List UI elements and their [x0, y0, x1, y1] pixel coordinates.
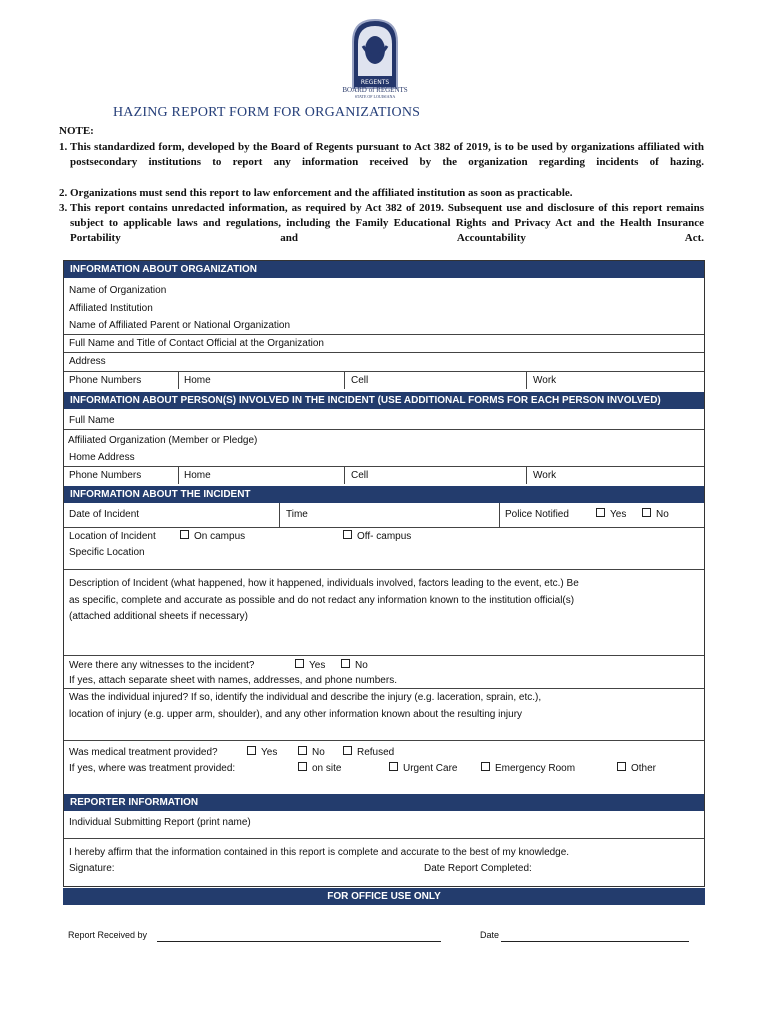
office-use-header: FOR OFFICE USE ONLY — [63, 888, 705, 905]
org-name-field[interactable]: Name of Organization — [69, 285, 167, 296]
note-heading: NOTE: — [59, 125, 94, 137]
medical-refused-checkbox[interactable] — [343, 746, 352, 755]
person-work-phone-field[interactable]: Work — [533, 470, 557, 481]
person-home-address-field[interactable]: Home Address — [69, 452, 135, 463]
description-line-3: (attached additional sheets if necessary) — [69, 611, 248, 622]
medical-no-option[interactable]: No — [298, 746, 325, 759]
medical-yes-option[interactable]: Yes — [247, 746, 277, 759]
incident-date-field[interactable]: Date of Incident — [69, 509, 140, 520]
medical-no-checkbox[interactable] — [298, 746, 307, 755]
witness-note: If yes, attach separate sheet with names, addresses, and phone numbers. — [69, 675, 397, 686]
medical-refused-option[interactable]: Refused — [343, 746, 394, 759]
on-campus-checkbox[interactable] — [180, 530, 189, 539]
logo-state-text: STATE OF LOUISIANA — [354, 94, 396, 99]
org-cell-phone-field[interactable]: Cell — [351, 375, 369, 386]
medical-question: Was medical treatment provided? — [69, 747, 218, 758]
off-campus-checkbox[interactable] — [343, 530, 352, 539]
note-item-3: 3. This report contains unredacted information, as required by Act 382 of 2019. Subsequent use and disclosure of this report remains subject to applicable laws and regulations, including the Family Educational Rights and Privacy Act and the Health Insurance Portability and Accountability Act. — [59, 202, 704, 245]
witness-question: Were there any witnesses to the incident? — [69, 660, 255, 671]
logo-regents-text: REGENTS — [360, 79, 390, 86]
description-line-2: as specific, complete and accurate as possible and do not redact any information known to the institution official(s) — [69, 595, 575, 606]
office-date-line[interactable] — [501, 941, 689, 942]
report-received-line[interactable] — [157, 941, 441, 942]
org-work-phone-field[interactable]: Work — [533, 375, 557, 386]
police-no-option[interactable]: No — [642, 508, 669, 521]
on-site-option[interactable]: on site — [298, 762, 341, 775]
reporter-section-header: REPORTER INFORMATION — [64, 794, 704, 811]
police-yes-option[interactable]: Yes — [596, 508, 626, 521]
police-yes-checkbox[interactable] — [596, 508, 605, 517]
location-label: Location of Incident — [69, 531, 156, 542]
person-phone-label: Phone Numbers — [69, 470, 142, 481]
person-full-name-field[interactable]: Full Name — [69, 415, 115, 426]
logo-caption — [330, 86, 420, 99]
injury-line-1: Was the individual injured? If so, identify the individual and describe the injury (e.g. laceration, sprain, etc.), — [69, 692, 542, 703]
signature-field[interactable]: Signature: — [69, 863, 115, 874]
off-campus-option[interactable]: Off- campus — [343, 530, 411, 543]
form-title: HAZING REPORT FORM FOR ORGANIZATIONS — [113, 105, 421, 120]
affiliated-institution-field[interactable]: Affiliated Institution — [69, 303, 153, 314]
org-address-field[interactable]: Address — [69, 356, 106, 367]
contact-official-field[interactable]: Full Name and Title of Contact Official at the Organization — [69, 338, 324, 349]
submitter-name-field[interactable]: Individual Submitting Report (print name) — [69, 817, 251, 828]
injury-line-2: location of injury (e.g. upper arm, shoulder), and any other information known about the resulting injury — [69, 709, 523, 720]
witness-yes-checkbox[interactable] — [295, 659, 304, 668]
emergency-room-checkbox[interactable] — [481, 762, 490, 771]
on-site-checkbox[interactable] — [298, 762, 307, 771]
office-date-label: Date — [480, 930, 500, 940]
logo-board-text: BOARD of REGENTS — [342, 86, 408, 94]
org-home-phone-field[interactable]: Home — [184, 375, 211, 386]
note-item-1: 1. This standardized form, developed by the Board of Regents pursuant to Act 382 of 2019, is to be used by organizations affiliated with postsecondary institutions to report any information received by the organization regarding incidents of hazing. — [59, 141, 704, 169]
description-line-1: Description of Incident (what happened, how it happened, individuals involved, factors leading to the event, etc.) Be — [69, 578, 579, 589]
report-received-label: Report Received by — [68, 930, 148, 940]
date-completed-field[interactable]: Date Report Completed: — [424, 863, 532, 874]
parent-organization-field[interactable]: Name of Affiliated Parent or National Organization — [69, 320, 291, 331]
incident-section-header: INFORMATION ABOUT THE INCIDENT — [64, 486, 704, 503]
police-no-checkbox[interactable] — [642, 508, 651, 517]
urgent-care-option[interactable]: Urgent Care — [389, 762, 457, 775]
medical-yes-checkbox[interactable] — [247, 746, 256, 755]
other-option[interactable]: Other — [617, 762, 656, 775]
person-cell-phone-field[interactable]: Cell — [351, 470, 369, 481]
on-campus-option[interactable]: On campus — [180, 530, 245, 543]
org-section-header: INFORMATION ABOUT ORGANIZATION — [64, 261, 704, 278]
witness-no-option[interactable]: No — [341, 659, 368, 672]
specific-location-field[interactable]: Specific Location — [69, 547, 145, 558]
person-affiliation-field[interactable]: Affiliated Organization (Member or Pledge) — [68, 435, 258, 446]
affirmation-text: I hereby affirm that the information contained in this report is complete and accurate to the best of my knowledge. — [69, 847, 570, 858]
emergency-room-option[interactable]: Emergency Room — [481, 762, 575, 775]
witness-no-checkbox[interactable] — [341, 659, 350, 668]
witness-yes-option[interactable]: Yes — [295, 659, 325, 672]
person-home-phone-field[interactable]: Home — [184, 470, 211, 481]
report-form — [63, 260, 705, 887]
person-section-header: INFORMATION ABOUT PERSON(S) INVOLVED IN THE INCIDENT (USE ADDITIONAL FORMS FOR EACH PERSON INVOLVED) — [64, 392, 704, 409]
incident-time-field[interactable]: Time — [286, 509, 308, 520]
note-item-2: 2. Organizations must send this report to law enforcement and the affiliated institution as soon as practicable. — [59, 187, 573, 199]
org-phone-label: Phone Numbers — [69, 375, 142, 386]
treatment-location-question: If yes, where was treatment provided: — [69, 763, 236, 774]
other-checkbox[interactable] — [617, 762, 626, 771]
police-notified-label: Police Notified — [505, 509, 569, 520]
urgent-care-checkbox[interactable] — [389, 762, 398, 771]
